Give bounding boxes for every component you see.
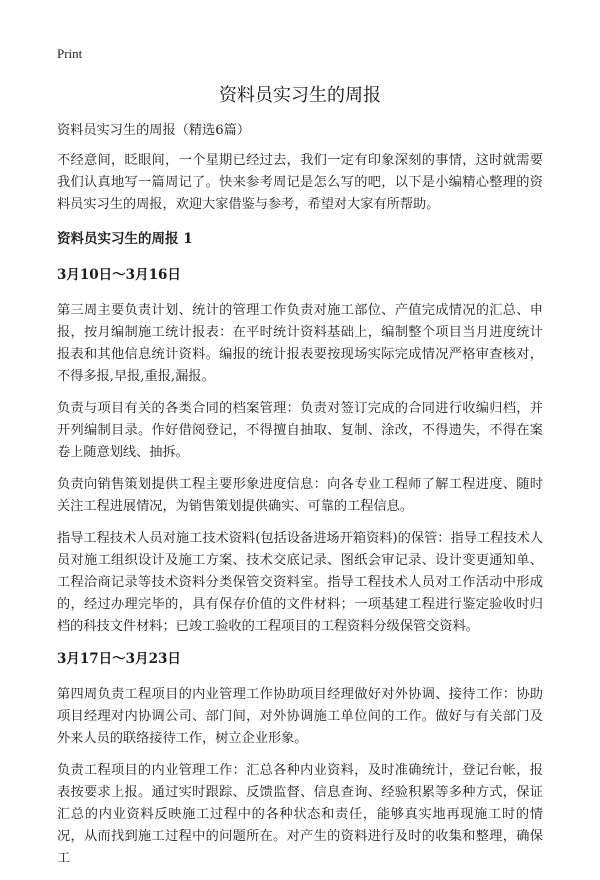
week1-paragraph-2: 负责与项目有关的各类合同的档案管理：负责对签订完成的合同进行收编归档，并开列编制目录。作好借阅登记，不得擅自抽取、复制、涂改，不得遗失，不得在案卷上随意划线、抽拆。 xyxy=(57,401,543,460)
document-title: 资料员实习生的周报 xyxy=(219,85,381,106)
week2-paragraph-1: 第四周负责工程项目的内业管理工作协助项目经理做好对外协调、接待工作：协助项目经理对内协调公司、部门间，对外协调施工单位间的工作。做好与有关部门及外来人员的联络接待工作，树立企业形象。 xyxy=(57,687,543,746)
week1-paragraph-1: 第三周主要负责计划、统计的管理工作负责对施工部位、产值完成情况的汇总、申报，按月编制施工统计报表：在平时统计资料基础上，编制整个项目当月进度统计报表和其他信息统计资料。编报的统计报表要按现场实际完成情况严格审查核对，不得多报,早报,重报,漏报。 xyxy=(57,303,543,384)
week-heading-2: 3月17日～3月23日 xyxy=(57,651,181,667)
week-heading-1: 3月10日～3月16日 xyxy=(57,267,181,283)
section-heading: 资料员实习生的周报 1 xyxy=(57,231,193,247)
document-subtitle: 资料员实习生的周报（精选6篇） xyxy=(57,123,251,138)
document-body xyxy=(57,120,543,880)
week1-paragraph-4: 指导工程技术人员对施工技术资料(包括设备进场开箱资料)的保管：指导工程技术人员对施工组织设计及施工方案、技术交底记录、图纸会审记录、设计变更通知单、工程洽商记录等技术资料分类保管交资料室。指导工程技术人员对工作活动中形成的，经过办理完毕的，具有保存价值的文件材料；一项基建工程进行鉴定验收时归档的科技文件材料；已竣工验收的工程项目的工程资料分级保管交资料。 xyxy=(57,531,543,634)
week1-paragraph-3: 负责向销售策划提供工程主要形象进度信息：向各专业工程师了解工程进度、随时关注工程进展情况，为销售策划提供确实、可靠的工程信息。 xyxy=(57,477,543,514)
intro-paragraph: 不经意间，眨眼间，一个星期已经过去，我们一定有印象深刻的事情，这时就需要我们认真地写一篇周记了。快来参考周记是怎么写的吧，以下是小编精心整理的资料员实习生的周报，欢迎大家借鉴与参考，希望对大家有所帮助。 xyxy=(57,153,543,212)
print-link[interactable]: Print xyxy=(57,46,83,61)
week2-paragraph-2: 负责工程项目的内业管理工作：汇总各种内业资料，及时准确统计，登记台帐，报表按要求上报。通过实时跟踪、反馈监督、信息查询、经验积累等多种方式，保证汇总的内业资料反映施工过程中的各种状态和责任，能够真实地再现施工时的情况，从而找到施工过程中的问题所在。对产生的资料进行及时的收集和整理，确保工 xyxy=(57,763,543,866)
